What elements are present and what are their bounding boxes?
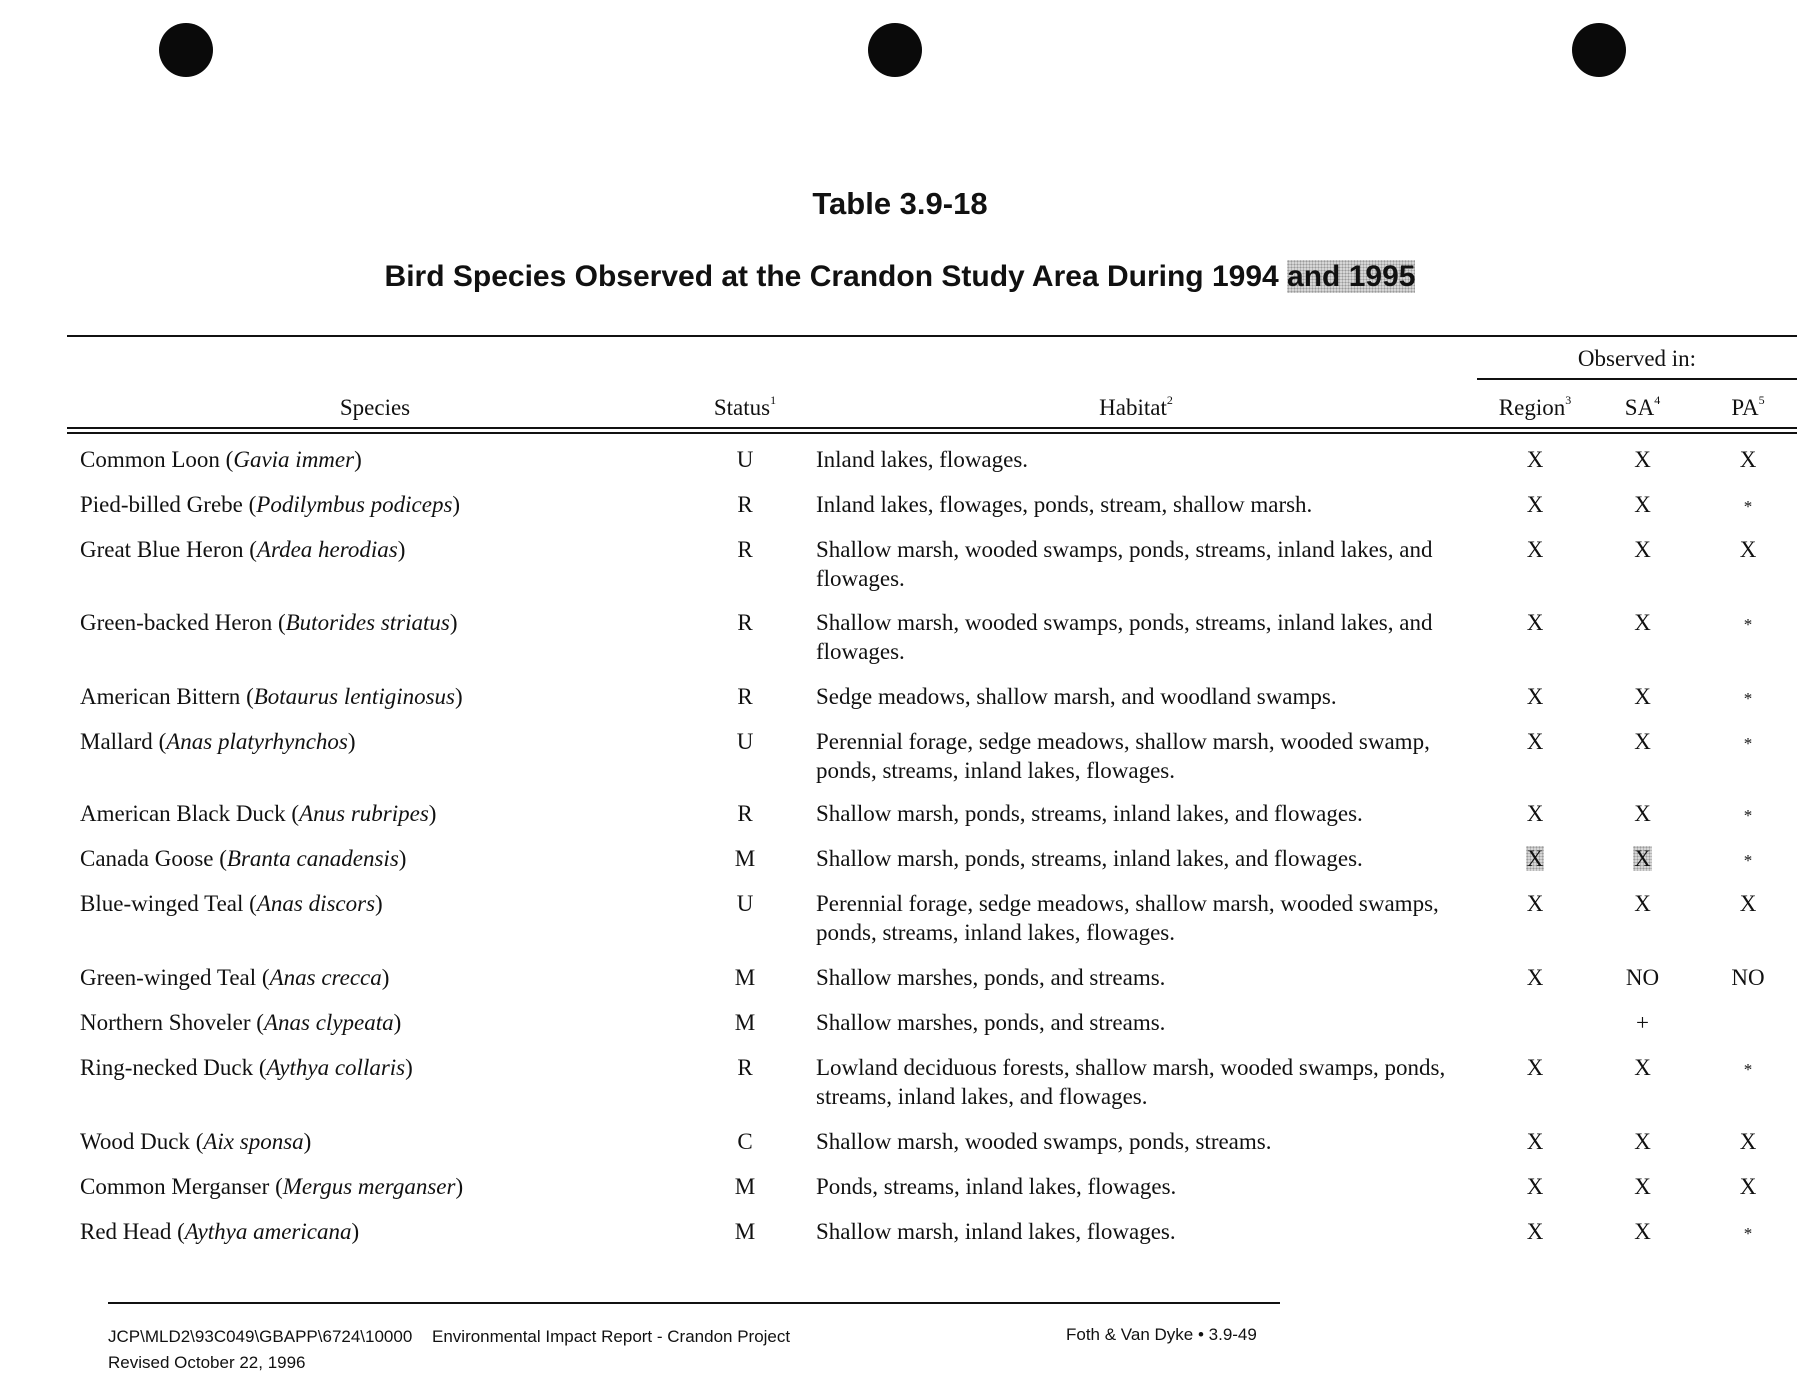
region-cell-value: X [1526,1055,1544,1080]
sa-column-header [1590,395,1695,421]
status-header-label: Status [713,395,771,420]
table-top-rule [67,335,1797,337]
habitat-cell-value: Shallow marsh, inland lakes, flowages. [816,1219,1176,1244]
habitat-column-header [816,395,1456,421]
sa-cell [1590,963,1695,992]
region-cell-value: X [1526,965,1544,990]
sa-cell [1590,889,1695,918]
paren-close: ) [428,801,437,826]
sa-cell [1590,1217,1695,1246]
habitat-cell [816,727,1476,785]
habitat-cell [816,889,1476,947]
paren-close: ) [393,1010,402,1035]
species-cell [80,445,720,474]
region-cell-value: X [1526,1174,1544,1199]
region-cell-value: X [1526,537,1544,562]
paren-open: ( [219,447,234,472]
region-cell [1480,535,1590,564]
status-cell [700,1053,790,1082]
paren-open: ( [285,801,300,826]
status-cell [700,1217,790,1246]
sa-cell [1590,608,1695,637]
paren-open: ( [152,729,167,754]
status-cell [700,608,790,637]
pa-header-label: PA [1731,395,1759,420]
species-scientific-name: Anas crecca [269,965,382,990]
sa-cell-value: X [1634,1129,1651,1154]
paren-open: ( [189,1129,204,1154]
sa-cell-value: X [1634,1219,1651,1244]
species-cell [80,682,720,711]
status-cell-value: U [736,447,754,472]
sa-cell [1590,844,1695,873]
status-column-header [700,395,790,421]
species-common-name: Common Loon [80,447,220,472]
binder-hole-left [159,23,213,77]
sa-cell-value: X [1634,1174,1651,1199]
pa-cell [1698,682,1798,713]
status-cell-value: M [734,1010,756,1035]
pa-cell [1698,799,1798,830]
region-cell [1480,1053,1590,1082]
region-cell-value: X [1526,891,1544,916]
pa-cell [1698,1053,1798,1084]
sa-cell-value: X [1634,537,1651,562]
species-cell [80,963,720,992]
sa-cell [1590,799,1695,828]
species-scientific-name: Podilymbus podiceps [256,492,453,517]
table-number: Table 3.9-18 [812,186,988,221]
footer-file-path: JCP\MLD2\93C049\GBAPP\6724\10000 [108,1327,413,1346]
pa-cell [1698,608,1798,639]
observed-in-header: Observed in: [1577,346,1697,371]
species-common-name: Common Merganser [80,1174,270,1199]
binder-hole-right [1572,23,1626,77]
status-footnote-marker: 1 [770,393,777,407]
sa-footnote-marker: 4 [1654,393,1661,407]
region-cell-value: X [1526,801,1544,826]
region-cell [1480,727,1590,756]
status-cell-value: M [734,846,756,871]
sa-cell [1590,727,1695,756]
footer-rule [108,1302,1280,1304]
paren-open: ( [243,537,257,562]
species-scientific-name: Anus rubripes [299,801,429,826]
species-common-name: Pied-billed Grebe [80,492,243,517]
sa-cell [1590,1172,1695,1201]
species-scientific-name: Mergus merganser [282,1174,456,1199]
region-cell-value: X [1526,684,1544,709]
region-cell [1480,682,1590,711]
paren-open: ( [213,846,227,871]
paren-close: ) [381,965,390,990]
status-cell [700,1127,790,1156]
sa-cell [1590,490,1695,519]
sa-cell-value: X [1634,1055,1651,1080]
paren-close: ) [354,447,362,472]
paren-close: ) [347,729,356,754]
sa-cell [1590,535,1695,564]
pa-cell [1698,844,1798,875]
status-cell [700,445,790,474]
species-cell [80,1127,720,1156]
species-column-header [80,395,670,421]
region-cell-value: X [1526,492,1544,517]
pa-cell-value: * [1743,851,1753,870]
pa-cell-value: * [1743,497,1753,516]
status-cell-value: U [736,891,754,916]
sa-cell [1590,1127,1695,1156]
region-footnote-marker: 3 [1565,393,1572,407]
status-cell [700,490,790,519]
habitat-footnote-marker: 2 [1166,393,1173,407]
species-common-name: American Bittern [80,684,241,709]
status-cell-value: U [736,729,754,754]
region-cell [1480,1127,1590,1156]
status-cell [700,799,790,828]
status-cell-value: M [734,1174,756,1199]
species-scientific-name: Anas platyrhynchos [166,729,348,754]
species-cell [80,1053,720,1082]
region-cell-value: X [1526,447,1544,472]
paren-close: ) [405,1055,413,1080]
habitat-cell [816,535,1476,593]
footer-page-number: Foth & Van Dyke • 3.9-49 [1066,1325,1257,1344]
status-cell [700,963,790,992]
species-common-name: Canada Goose [80,846,214,871]
species-scientific-name: Anas clypeata [263,1010,394,1035]
paren-close: ) [449,610,458,635]
pa-cell-value: X [1739,1174,1757,1199]
paren-close: ) [375,891,383,916]
habitat-cell [816,1127,1476,1156]
species-cell [80,535,720,564]
sa-cell-value: X [1634,684,1651,709]
sa-cell-value: X [1634,610,1651,635]
sa-cell-value: + [1636,1010,1649,1035]
table-title [0,260,1800,294]
sa-cell [1590,682,1695,711]
status-cell-value: R [737,801,753,826]
status-cell [700,889,790,918]
header-double-rule-lower [67,432,1797,434]
region-cell-value: X [1526,1219,1544,1244]
footer-report-title: Environmental Impact Report - Crandon Project [432,1327,791,1346]
species-cell [80,1008,720,1037]
habitat-cell [816,1008,1476,1037]
pa-cell [1698,445,1798,474]
status-cell [700,1172,790,1201]
habitat-cell-value: Inland lakes, flowages. [816,447,1029,472]
habitat-cell-value: Shallow marshes, ponds, and streams. [816,1010,1166,1035]
binder-hole-center [868,23,922,77]
species-scientific-name: Branta canadensis [226,846,399,871]
footer-revised-date: Revised October 22, 1996 [108,1353,306,1372]
habitat-cell [816,608,1476,666]
species-cell [80,490,720,519]
paren-open: ( [272,610,286,635]
region-cell [1480,1172,1590,1201]
species-scientific-name: Aythya collaris [266,1055,406,1080]
habitat-cell [816,490,1476,519]
species-cell [80,844,720,873]
region-cell-value: X [1526,610,1544,635]
status-cell-value: R [737,492,753,517]
pa-cell-value: X [1739,447,1757,472]
region-cell [1480,490,1590,519]
region-cell-value: X [1526,846,1544,871]
habitat-cell-value: Perennial forage, sedge meadows, shallow marsh, wooded swamp, ponds, streams, inland lakes, flowages. [816,729,1430,783]
pa-cell [1698,1172,1798,1201]
region-cell [1480,799,1590,828]
header-double-rule-upper [67,427,1797,429]
status-cell-value: M [734,965,756,990]
paren-close: ) [351,1219,360,1244]
paren-open: ( [256,965,270,990]
region-cell-value: X [1526,1129,1544,1154]
species-common-name: Ring-necked Duck [80,1055,254,1080]
sa-cell-value: X [1634,729,1651,754]
pa-cell [1698,889,1798,918]
region-cell [1480,445,1590,474]
habitat-cell-value: Shallow marsh, wooded swamps, ponds, streams, inland lakes, and flowages. [816,610,1433,664]
sa-cell-value: X [1634,447,1651,472]
sa-cell [1590,445,1695,474]
habitat-cell-value: Shallow marsh, wooded swamps, ponds, streams, inland lakes, and flowages. [816,537,1433,591]
paren-open: ( [250,1010,264,1035]
pa-cell [1698,963,1798,992]
species-common-name: Northern Shoveler [80,1010,251,1035]
status-cell [700,1008,790,1037]
status-cell-value: R [737,610,753,635]
region-column-header [1480,395,1590,421]
sa-cell-value: X [1634,846,1651,871]
pa-cell [1698,490,1798,521]
habitat-cell [816,682,1476,711]
habitat-cell [816,445,1476,474]
species-cell [80,727,720,756]
habitat-cell-value: Shallow marsh, wooded swamps, ponds, streams. [816,1129,1272,1154]
habitat-cell-value: Ponds, streams, inland lakes, flowages. [816,1174,1177,1199]
species-scientific-name: Anas discors [256,891,376,916]
paren-open: ( [171,1219,185,1244]
habitat-cell-value: Shallow marsh, ponds, streams, inland lakes, and flowages. [816,801,1363,826]
habitat-cell [816,799,1476,828]
sa-cell-value: X [1634,891,1651,916]
species-common-name: Great Blue Heron [80,537,244,562]
sa-cell [1590,1053,1695,1082]
status-cell-value: M [734,1219,756,1244]
sa-cell-value: X [1634,492,1651,517]
habitat-cell [816,1053,1476,1111]
habitat-cell [816,1217,1476,1246]
species-cell [80,608,720,637]
habitat-cell-value: Sedge meadows, shallow marsh, and woodland swamps. [816,684,1337,709]
pa-cell-value: X [1739,891,1757,916]
pa-cell-value: * [1743,1060,1753,1079]
paren-close: ) [303,1129,312,1154]
region-header-label: Region [1498,395,1566,420]
status-cell-value: C [737,1129,753,1154]
habitat-cell-value: Shallow marsh, ponds, streams, inland lakes, and flowages. [816,846,1363,871]
species-common-name: Red Head [80,1219,172,1244]
sa-cell [1590,1008,1695,1037]
region-cell [1480,889,1590,918]
species-common-name: Blue-winged Teal [80,891,244,916]
status-cell [700,535,790,564]
pa-footnote-marker: 5 [1758,393,1765,407]
pa-cell [1698,1127,1798,1156]
habitat-cell-value: Perennial forage, sedge meadows, shallow marsh, wooded swamps, ponds, streams, inland lakes, flowages. [816,891,1439,945]
pa-cell-value: * [1743,734,1753,753]
sa-header-label: SA [1624,395,1655,420]
species-common-name: Green-backed Heron [80,610,273,635]
paren-close: ) [397,537,406,562]
region-cell-value: X [1526,729,1544,754]
paren-open: ( [243,891,257,916]
species-scientific-name: Aix sponsa [203,1129,304,1154]
pa-cell-value: * [1743,615,1753,634]
sa-cell-value: NO [1625,965,1660,990]
species-scientific-name: Botaurus lentiginosus [253,684,455,709]
pa-cell-value: * [1743,1224,1753,1243]
species-common-name: Wood Duck [80,1129,190,1154]
pa-cell-value: NO [1731,965,1765,990]
pa-cell-value: * [1743,689,1753,708]
paren-close: ) [398,846,407,871]
species-common-name: Green-winged Teal [80,965,257,990]
status-cell-value: R [737,537,753,562]
pa-cell [1698,1217,1798,1248]
species-cell [80,889,720,918]
pa-cell-value: X [1739,537,1757,562]
species-common-name: American Black Duck [80,801,286,826]
paren-close: ) [455,684,463,709]
table-title-highlighted: and 1995 [1287,260,1416,293]
pa-column-header [1698,395,1798,421]
species-scientific-name: Butorides striatus [285,610,450,635]
paren-open: ( [240,684,254,709]
observed-in-rule [1477,378,1797,380]
habitat-cell-value: Shallow marshes, ponds, and streams. [816,965,1166,990]
paren-close: ) [452,492,461,517]
pa-cell [1698,535,1798,564]
status-cell [700,844,790,873]
habitat-header-label: Habitat [1099,395,1167,420]
table-title-main: Bird Species Observed at the Crandon Study Area During 1994 [384,260,1279,293]
region-cell [1480,1217,1590,1246]
status-cell-value: R [737,1055,753,1080]
sa-cell-value: X [1634,801,1651,826]
species-scientific-name: Aythya americana [184,1219,352,1244]
paren-open: ( [253,1055,267,1080]
habitat-cell-value: Lowland deciduous forests, shallow marsh, wooded swamps, ponds, streams, inland lakes, and flowages. [816,1055,1446,1109]
pa-cell [1698,727,1798,758]
species-cell [80,1217,720,1246]
status-cell-value: R [737,684,753,709]
pa-cell-value: * [1743,806,1753,825]
habitat-cell [816,963,1476,992]
status-cell [700,727,790,756]
region-cell [1480,608,1590,637]
species-scientific-name: Gavia immer [233,447,355,472]
paren-open: ( [242,492,257,517]
region-cell [1480,844,1590,873]
species-cell [80,1172,720,1201]
region-cell [1480,963,1590,992]
habitat-cell-value: Inland lakes, flowages, ponds, stream, shallow marsh. [816,492,1313,517]
status-cell [700,682,790,711]
paren-close: ) [455,1174,464,1199]
species-cell [80,799,720,828]
habitat-cell [816,844,1476,873]
species-scientific-name: Ardea herodias [256,537,398,562]
paren-open: ( [269,1174,283,1199]
species-common-name: Mallard [80,729,153,754]
habitat-cell [816,1172,1476,1201]
pa-cell-value: X [1739,1129,1757,1154]
species-header-label: Species [339,395,411,420]
